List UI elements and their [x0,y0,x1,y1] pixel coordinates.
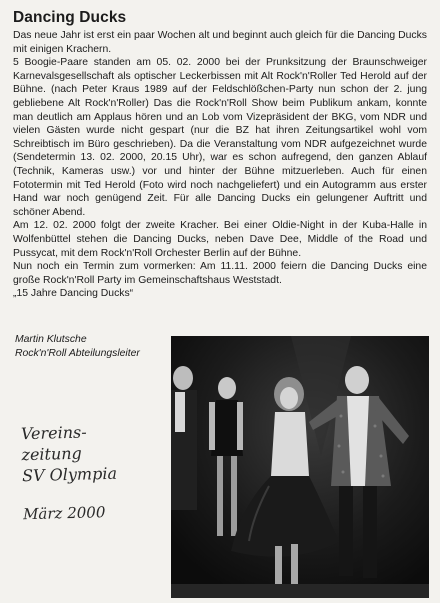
dance-photo [171,336,429,598]
dance-photo-illustration [171,336,429,598]
author-name: Martin Klutsche [15,334,87,345]
author-role: Rock'n'Roll Abteilungsleiter [15,347,140,359]
handwritten-note [21,421,119,525]
article-paragraph: 5 Boogie-Paare standen am 05. 02. 2000 bei der Prunksitzung der Braunschweiger Karnevalsgesellschaft als optischer Leckerbissen mit Alt Rock'n'Roller Ted Herold auf der Bühne. (nach Peter Kraus 1989 auf der Feldschlößchen-Party nun schon der 2. jung gebliebene Alt Rock'n'Roller) Das die Rock'n'Roll Show beim Publikum ankam, konnte man deutlich am Applaus hören und an Lob vom Vizepräsident der BKG, vom NDR und vielen Gästen wurde nicht gespart (nur die BZ hat ihren Zeitungsartikel wohl vom Schreibtisch im Büro geschrieben). Da die Veranstaltung vom NDR aufgezeichnet wurde (Sendetermin 13. 02. 2000, 20.15 Uhr), war es schon aufregend, den ganzen Ablauf (Technik, Kameras usw.) vor und hinter der Bühne mitzuerleben. Auch für einen Fototermin mit Ted Herold (Foto wird noch nachgeliefert) und ein Autogramm aus erster Hand war noch genügend Zeit. Für alle Dancing Ducks ein gelungener Auftritt und schöner Abend. [13,57,427,218]
article-paragraph: Nun noch ein Termin zum vormerken: Am 11.11. 2000 feiern die Dancing Ducks eine große Rock'n'Roll Party im Gemeinschaftshaus Weststadt. [13,261,427,286]
article-subtitle: „15 Jahre Dancing Ducks“ [13,288,134,300]
article-paragraph: Am 12. 02. 2000 folgt der zweite Kracher. Bei einer Oldie-Night in der Kuba-Halle in Wolfenbüttel stehen die Dancing Ducks, neben Dave Dee, Middle of the Road und Pussycat, mit dem Rock'n'Roll Orchester Berlin auf der Bühne. [13,220,427,259]
article-headline: Dancing Ducks [13,9,127,26]
article-body [13,29,427,301]
author-signature [15,333,140,361]
article-paragraph: Das neue Jahr ist erst ein paar Wochen alt und beginnt auch gleich für die Dancing Ducks mit einigen Krachern. [13,30,427,55]
handwritten-line: Vereins- [20,422,87,444]
handwritten-date: März 2000 [22,503,106,524]
handwritten-line: SV Olympia [21,463,118,486]
handwritten-line: zeitung [21,443,83,465]
